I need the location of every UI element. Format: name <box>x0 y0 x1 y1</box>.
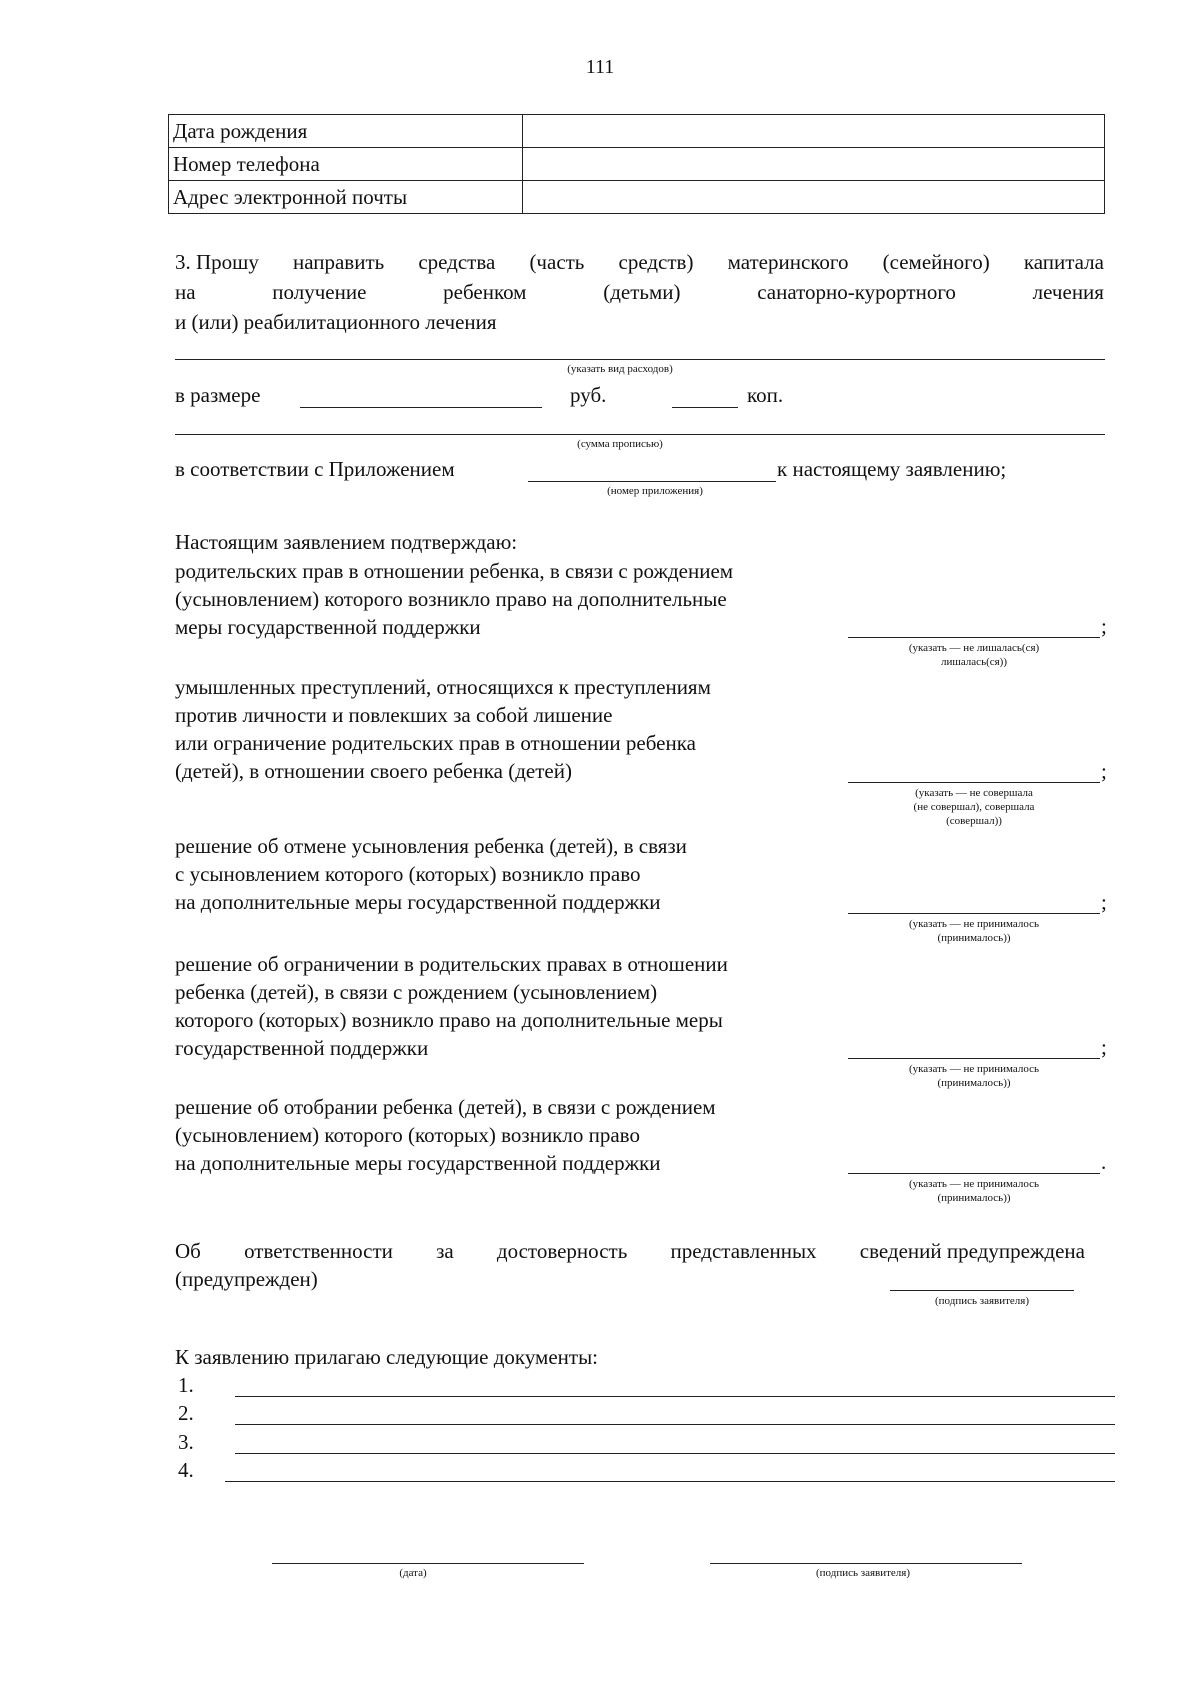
appendix-number-field[interactable] <box>528 481 776 482</box>
text-line: решение об отмене усыновления ребенка (детей), в связи <box>175 834 687 858</box>
text-line: умышленных преступлений, относящихся к преступлениям <box>175 675 711 699</box>
word: 3. Прошу <box>175 250 259 274</box>
attachment-number-1: 1. <box>178 1373 194 1397</box>
kop-label: коп. <box>747 383 784 407</box>
text-line: против личности и повлекших за собой лишение <box>175 703 613 727</box>
word: средств) <box>618 250 694 274</box>
appendix-label: в соответствии с Приложением <box>175 457 455 481</box>
hint-line: (не совершал), совершала <box>913 801 1035 813</box>
confirm-item-2-hint <box>844 786 1104 828</box>
confirm-item-3-text <box>175 832 687 916</box>
word: сведений предупреждена <box>859 1239 1085 1263</box>
text-line: государственной поддержки <box>175 1036 429 1060</box>
confirm-item-3-end: ; <box>1101 890 1107 914</box>
responsibility-signature-hint: (подпись заявителя) <box>934 1295 1030 1307</box>
confirm-item-5-hint <box>844 1177 1104 1205</box>
text-line: на дополнительные меры государственной поддержки <box>175 1151 661 1175</box>
attachment-number-3: 3. <box>178 1430 194 1454</box>
text-line: решение об ограничении в родительских правах в отношении <box>175 952 728 976</box>
birth-date-value[interactable] <box>523 115 1105 148</box>
text-line: (усыновлением) которого возникло право на дополнительные <box>175 587 727 611</box>
text-line: меры государственной поддержки <box>175 615 481 639</box>
attachment-field-3[interactable] <box>235 1453 1115 1454</box>
table-row <box>169 148 1105 181</box>
word: ребенком <box>443 280 527 304</box>
confirm-item-4-end: ; <box>1101 1035 1107 1059</box>
confirm-item-5-text <box>175 1093 716 1177</box>
email-label: Адрес электронной почты <box>169 181 523 214</box>
confirm-item-1-field[interactable] <box>848 637 1100 638</box>
word: лечения <box>1032 280 1104 304</box>
phone-label: Номер телефона <box>169 148 523 181</box>
word: Об <box>175 1239 201 1263</box>
word: (детьми) <box>603 280 681 304</box>
text-line: с усыновлением которого (которых) возникло право <box>175 862 641 886</box>
phone-value[interactable] <box>523 148 1105 181</box>
confirm-item-5-field[interactable] <box>848 1173 1100 1174</box>
word: на <box>175 280 196 304</box>
text-line: ребенка (детей), в связи с рождением (усыновлением) <box>175 980 658 1004</box>
text-line: родительских прав в отношении ребенка, в связи с рождением <box>175 559 734 583</box>
confirm-item-2-text <box>175 673 711 785</box>
attachment-field-4[interactable] <box>225 1481 1115 1482</box>
table-row <box>169 181 1105 214</box>
footer-signature-field[interactable] <box>710 1563 1022 1564</box>
text-line: на дополнительные меры государственной поддержки <box>175 890 661 914</box>
attachments-heading: К заявлению прилагаю следующие документы: <box>175 1345 599 1369</box>
confirm-item-3-hint <box>844 917 1104 945</box>
amount-rub-field[interactable] <box>300 407 542 408</box>
word: (семейного) <box>882 250 990 274</box>
attachment-number-2: 2. <box>178 1401 194 1425</box>
footer-signature-hint: (подпись заявителя) <box>815 1567 911 1579</box>
hint-line: (указать — не принималось <box>908 918 1040 930</box>
expense-type-hint: (указать вид расходов) <box>567 363 673 375</box>
word: (часть <box>529 250 585 274</box>
amount-label: в размере <box>175 383 261 407</box>
birth-date-label: Дата рождения <box>169 115 523 148</box>
hint-line: (указать — не совершала <box>915 787 1033 799</box>
hint-line: лишалась(ся)) <box>940 656 1008 668</box>
confirm-item-1-text <box>175 557 733 641</box>
appendix-hint: (номер приложения) <box>607 485 703 497</box>
word: средства <box>418 250 496 274</box>
date-hint: (дата) <box>399 1567 427 1579</box>
hint-line: (указать — не принималось <box>908 1063 1040 1075</box>
hint-line: (совершал)) <box>946 815 1002 827</box>
confirm-item-4-hint <box>844 1062 1104 1090</box>
confirm-item-4-field[interactable] <box>848 1058 1100 1059</box>
amount-words-field[interactable] <box>175 434 1105 435</box>
request-line-2 <box>175 278 1104 306</box>
confirm-item-4-text <box>175 950 728 1062</box>
text-line: или ограничение родительских прав в отношении ребенка <box>175 731 696 755</box>
word: капитала <box>1023 250 1104 274</box>
text-line: (детей), в отношении своего ребенка (детей) <box>175 759 572 783</box>
contact-table <box>168 114 1105 214</box>
hint-line: (принималось)) <box>937 1077 1011 1089</box>
amount-kop-field[interactable] <box>672 407 738 408</box>
request-line-3: и (или) реабилитационного лечения <box>175 310 497 334</box>
confirm-item-2-field[interactable] <box>848 782 1100 783</box>
date-field[interactable] <box>272 1563 584 1564</box>
word: получение <box>272 280 367 304</box>
table-row <box>169 115 1105 148</box>
word: материнского <box>727 250 849 274</box>
attachment-field-2[interactable] <box>235 1424 1115 1425</box>
confirm-heading: Настоящим заявлением подтверждаю: <box>175 530 518 554</box>
text-line: которого (которых) возникло право на дополнительные меры <box>175 1008 723 1032</box>
page-number: 111 <box>585 56 615 78</box>
text-line: решение об отобрании ребенка (детей), в связи с рождением <box>175 1095 716 1119</box>
confirm-item-1-hint <box>844 641 1104 669</box>
expense-type-field[interactable] <box>175 359 1105 360</box>
hint-line: (указать — не принималось <box>908 1178 1040 1190</box>
confirm-item-3-field[interactable] <box>848 913 1100 914</box>
responsibility-signature-field[interactable] <box>890 1290 1074 1291</box>
hint-line: (указать — не лишалась(ся) <box>908 642 1040 654</box>
word: представленных <box>670 1239 817 1263</box>
word: достоверность <box>496 1239 628 1263</box>
responsibility-line-1 <box>175 1237 1085 1265</box>
request-line-1 <box>175 248 1104 276</box>
amount-words-hint: (сумма прописью) <box>577 438 663 450</box>
attachment-field-1[interactable] <box>235 1396 1115 1397</box>
hint-line: (принималось)) <box>937 932 1011 944</box>
word: ответственности <box>244 1239 393 1263</box>
text-line: (усыновлением) которого (которых) возникло право <box>175 1123 640 1147</box>
email-value[interactable] <box>523 181 1105 214</box>
appendix-tail: к настоящему заявлению; <box>777 457 1007 481</box>
word: за <box>436 1239 454 1263</box>
confirm-item-1-end: ; <box>1101 614 1107 638</box>
word: направить <box>292 250 385 274</box>
hint-line: (принималось)) <box>937 1192 1011 1204</box>
confirm-item-5-end: . <box>1101 1150 1107 1174</box>
confirm-item-2-end: ; <box>1101 759 1107 783</box>
word: санаторно-курортного <box>757 280 956 304</box>
attachment-number-4: 4. <box>178 1458 194 1482</box>
responsibility-line-2: (предупрежден) <box>175 1267 318 1291</box>
rub-label: руб. <box>570 383 607 407</box>
